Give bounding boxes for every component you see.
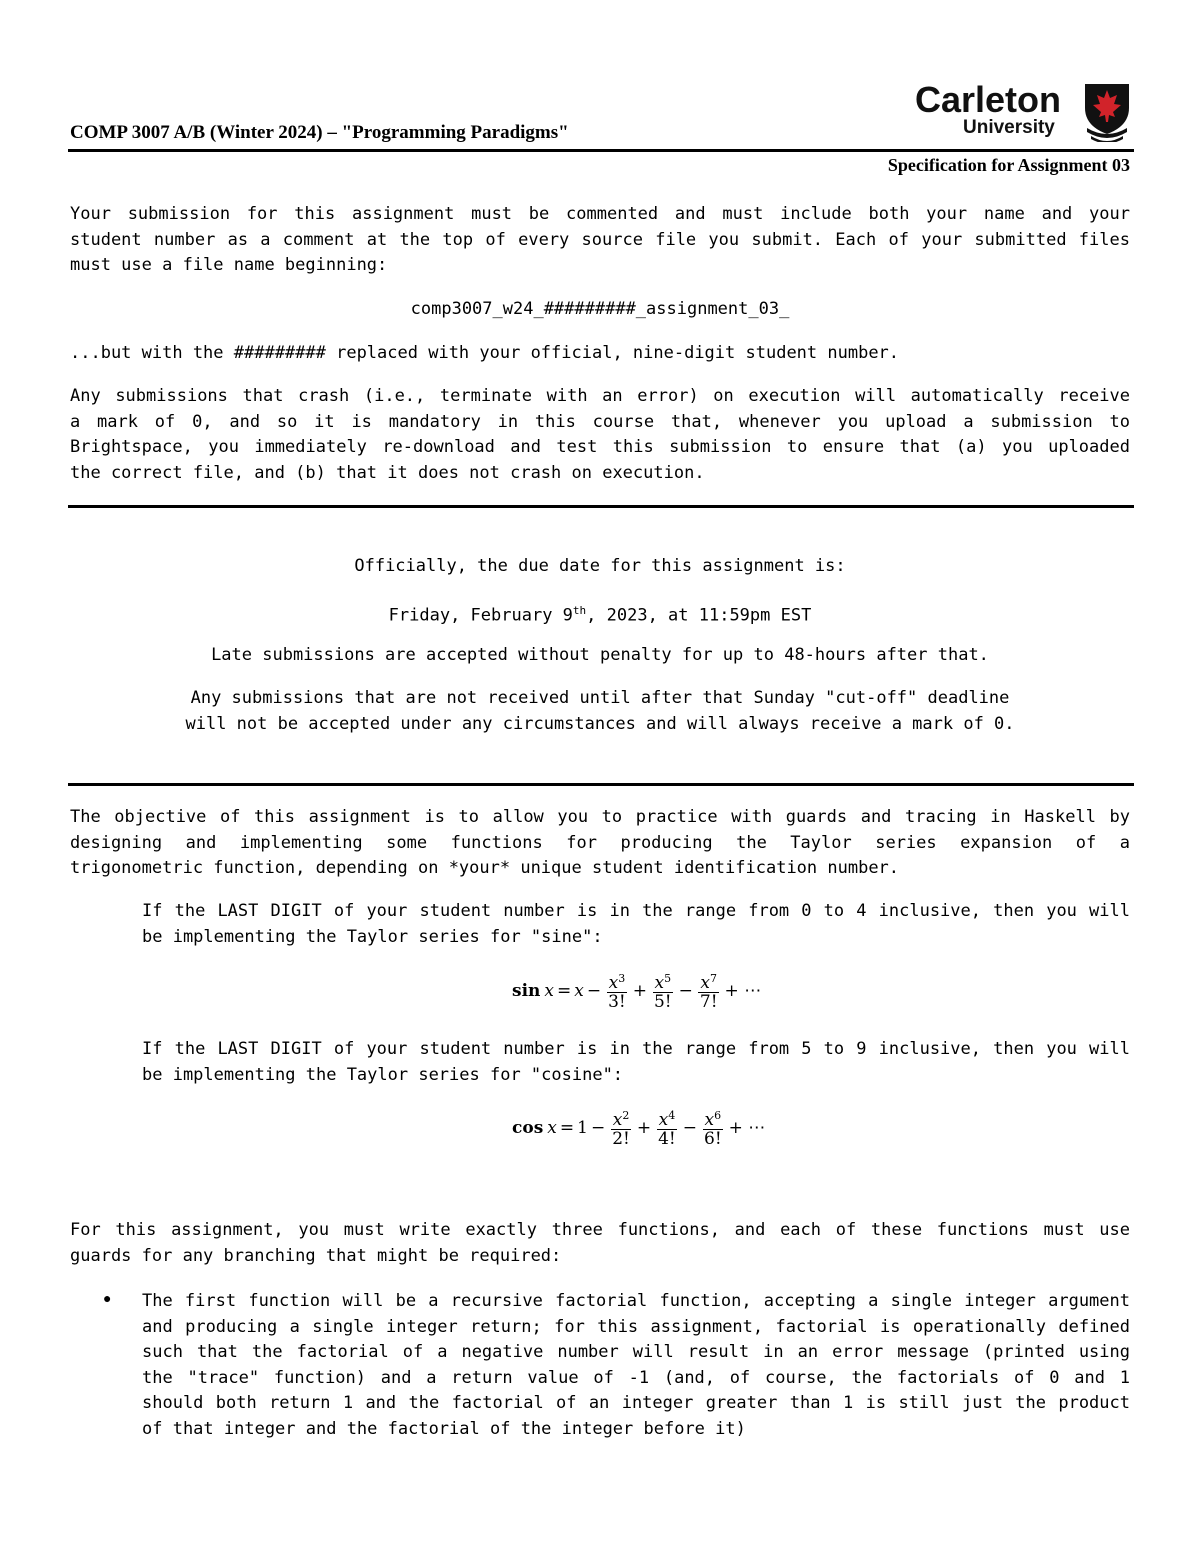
sine-formula: sin x = x − $\frac{x^3}{3!}$ + $\frac{x^5}{5!}$ − $\frac{x^7}{7!}$ + ⋯: [512, 972, 762, 1012]
intro-line: Your submission for this assignment must be commented and must include both your name and your: [70, 204, 1130, 224]
replace-note: ...but with the ######### replaced with your official, nine-digit student number.: [70, 343, 900, 363]
svg-text:Carleton: Carleton: [915, 79, 1062, 120]
intro-paragraph: [70, 202, 1130, 279]
svg-text:University: University: [963, 117, 1055, 138]
due-intro: Officially, the due date for this assignment is:: [354, 556, 846, 576]
cutoff-policy: Any submissions that are not received until after that Sunday "cut-off" deadline will not be accepted under any circumstances and will always receive a mark of 0.: [185, 688, 1015, 734]
list-item: The first function will be a recursive factorial function, accepting a single integer argument and producing a single integer return; for this assignment, factorial is operationally defined such that the factorial of a negative number will result in an error message (printed using the "trace" function) and a return value of -1 (and, of course, the factorials of 0 and 1 should both return 1 and the factorial of an integer greater than 1 is still just the product of that integer and the factorial of the integer before it): [142, 1291, 1130, 1439]
crash-line: Brightspace, you immediately re-download and test this submission to ensure that (a) you uploaded: [70, 437, 1130, 457]
header-rule: [68, 149, 1134, 152]
bullet-icon: ●: [103, 1292, 112, 1307]
course-title: COMP 3007 A/B (Winter 2024) – "Programming Paradigms": [70, 122, 569, 143]
crash-paragraph: [70, 384, 1130, 486]
section-rule: [68, 505, 1134, 508]
due-date: Friday, February 9th, 2023, at 11:59pm EST: [388, 604, 812, 626]
carleton-logo: [915, 78, 1135, 142]
crash-line: Any submissions that crash (i.e., terminate with an error) on execution will automatically receive: [70, 386, 1130, 406]
functions-paragraph: For this assignment, you must write exactly three functions, and each of these functions must use guards for any branching that might be required:: [70, 1220, 1130, 1266]
filename-pattern: comp3007_w24_#########_assignment_03_: [410, 299, 790, 319]
cosine-condition: If the LAST DIGIT of your student number is in the range from 5 to 9 inclusive, then you will be implementing the Taylor series for "cosine":: [142, 1039, 1130, 1085]
sine-condition: If the LAST DIGIT of your student number is in the range from 0 to 4 inclusive, then you will be implementing the Taylor series for "sine":: [142, 901, 1130, 947]
objective-paragraph: The objective of this assignment is to allow you to practice with guards and tracing in Haskell by designing and implementing some functions for producing the Taylor series expansion of a trigonometric function, depending on *your* unique student identification number.: [70, 807, 1130, 878]
crash-line: the correct file, and (b) that it does not crash on execution.: [70, 462, 705, 483]
crash-line: a mark of 0, and so it is mandatory in this course that, whenever you upload a submission to: [70, 411, 1130, 432]
cosine-formula: cos x = 1 − $\frac{x^2}{2!}$ + $\frac{x^4}{4!}$ − $\frac{x^6}{6!}$ + ⋯: [512, 1109, 766, 1149]
late-policy: Late submissions are accepted without penalty for up to 48-hours after that.: [211, 645, 989, 665]
intro-line: student number as a comment at the top of every source file you submit. Each of your submitted files: [70, 229, 1130, 250]
section-rule: [68, 783, 1134, 786]
intro-line: must use a file name beginning:: [70, 255, 388, 275]
spec-title: Specification for Assignment 03: [887, 155, 1130, 175]
